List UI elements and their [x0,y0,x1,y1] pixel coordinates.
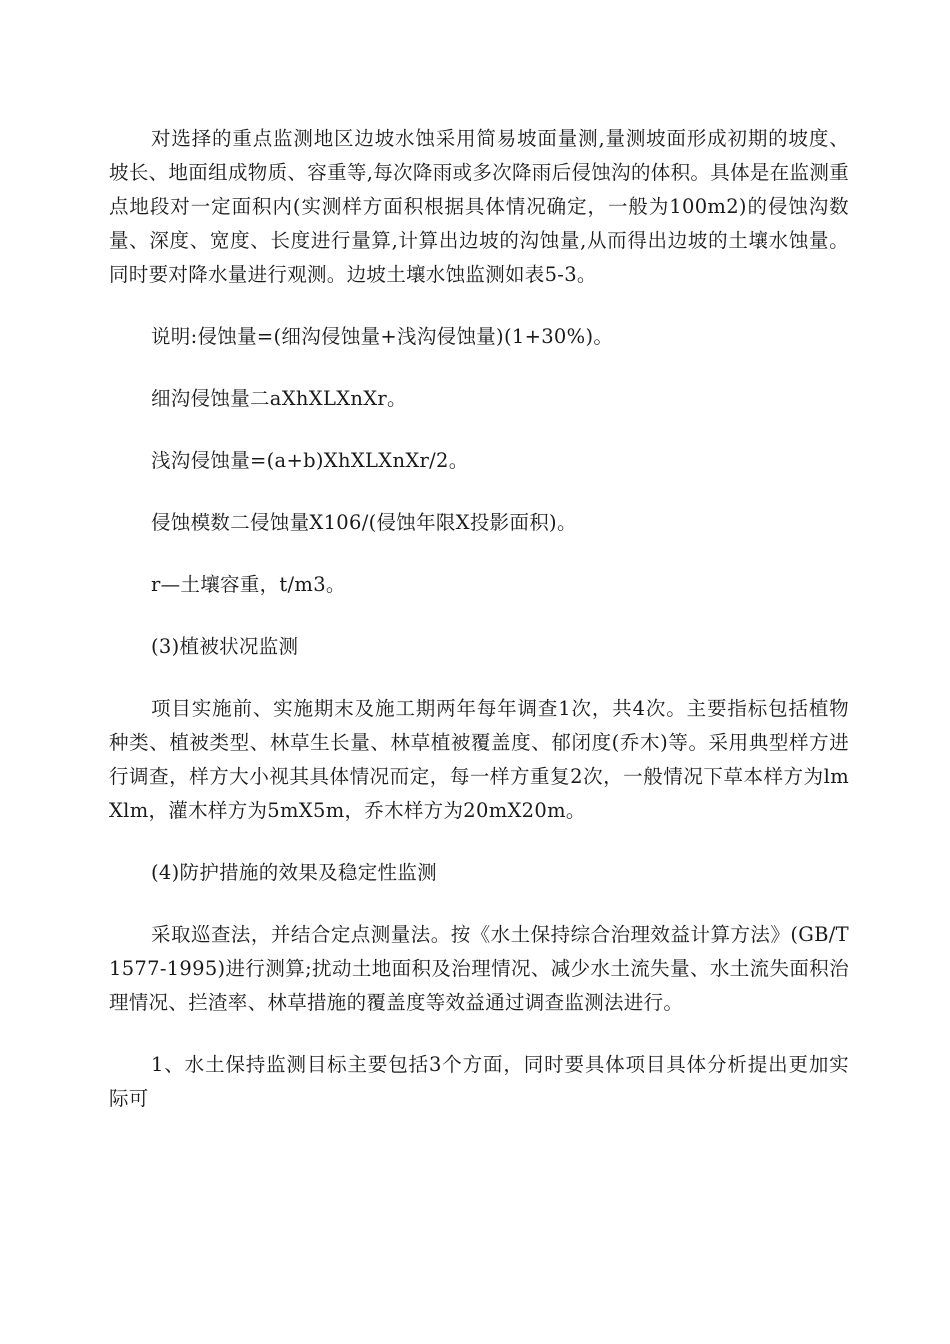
paragraph-slope-erosion-method: 对选择的重点监测地区边坡水蚀采用简易坡面量测,量测坡面形成初期的坡度、坡长、地面组成物质、容重等,每次降雨或多次降雨后侵蚀沟的体积。具体是在监测重点地段对一定面积内(实测样方面积根据具体情况确定，一般为100m2)的侵蚀沟数量、深度、宽度、长度进行量算,计算出边坡的沟蚀量,从而得出边坡的土壤水蚀量。同时要对降水量进行观测。边坡土壤水蚀监测如表5-3。 [109,127,849,286]
paragraph-monitoring-objectives: 1、水土保持监测目标主要包括3个方面，同时要具体项目具体分析提出更加实际可 [109,1053,849,1110]
paragraph-erosion-formula-note: 说明:侵蚀量=(细沟侵蚀量+浅沟侵蚀量)(1+30%)。 [151,325,614,348]
paragraph-vegetation-survey: 项目实施前、实施期末及施工期两年每年调查1次，共4次。主要指标包括植物种类、植被类型、林草生长量、林草植被覆盖度、郁闭度(乔木)等。采用典型样方进行调查，样方大小视其具体情况而定，每一样方重复2次，一般情况下草本样方为lmXlm，灌木样方为5mX5m，乔木样方为20mX20m。 [109,697,849,822]
paragraph-rill-erosion-formula: 细沟侵蚀量二aXhXLXnXr。 [151,387,407,410]
paragraph-soil-density-definition: r—土壤容重，t/m3。 [151,573,346,596]
section-heading-vegetation-monitoring: (3)植被状况监测 [151,635,299,658]
paragraph-protection-measures: 采取巡查法，并结合定点测量法。按《水土保持综合治理效益计算方法》(GB/T1577-1995)进行测算;扰动土地面积及治理情况、减少水土流失量、水土流失面积治理情况、拦渣率、林草措施的覆盖度等效益通过调查监测法进行。 [109,923,849,1014]
document-body [109,122,849,1116]
paragraph-shallow-gully-formula: 浅沟侵蚀量=(a+b)XhXLXnXr/2。 [151,449,469,472]
section-heading-protection-measures: (4)防护措施的效果及稳定性监测 [151,861,437,884]
paragraph-erosion-modulus-formula: 侵蚀模数二侵蚀量X106/(侵蚀年限X投影面积)。 [151,511,577,534]
